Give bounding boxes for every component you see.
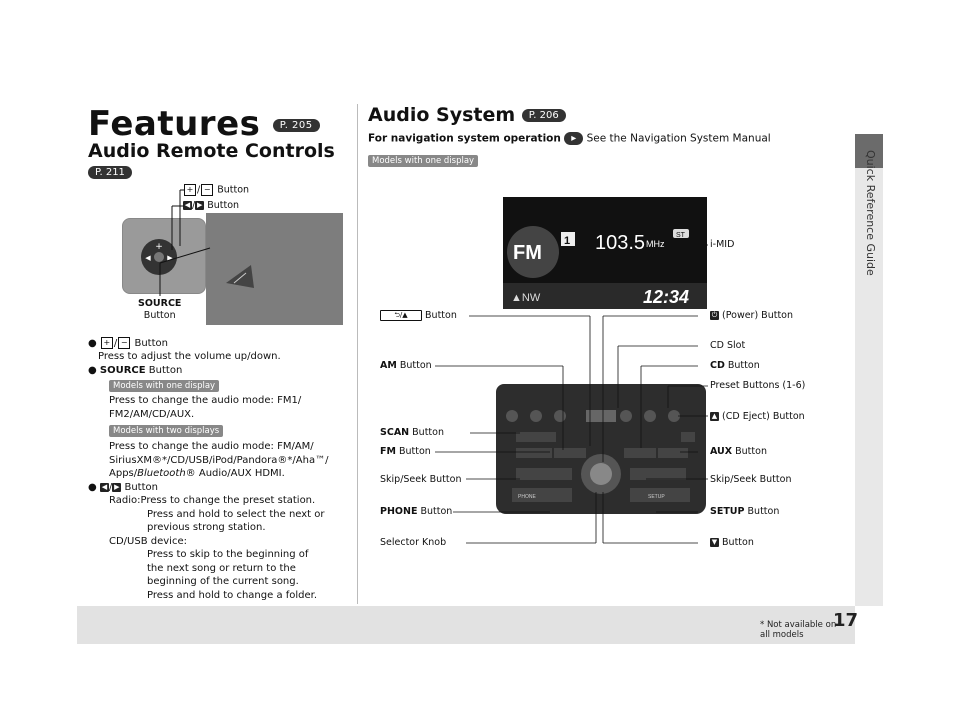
plus-icon: + — [184, 184, 196, 196]
footer-bar — [77, 606, 855, 644]
eject-icon: ▲ — [711, 412, 718, 420]
svg-text:ST: ST — [676, 232, 685, 239]
plus-icon: + — [101, 337, 113, 349]
column-divider — [357, 104, 358, 604]
source-desc-two-text: Press to change the audio mode: FM/AM/ SiriusXM®*/CD/USB/iPod/Pandora®*/Aha™/ Apps/Bluetooth® Audio/AUX HDMI. — [109, 441, 329, 479]
right-arrow-icon: ▶ — [197, 201, 203, 209]
label-skip-right: Skip/Seek Button — [710, 474, 792, 485]
label-scan: SCAN Button — [380, 427, 444, 438]
bullet-skip: ● ◀ / ▶ Button — [88, 482, 158, 493]
label-phone: PHONE Button — [380, 506, 453, 517]
label-preset: Preset Buttons (1-6) — [710, 380, 806, 391]
label-cd-slot: CD Slot — [710, 340, 746, 351]
nav-note: For navigation system operation ▸ See the Navigation System Manual — [368, 132, 771, 145]
badge-one-display-right: Models with one display — [368, 155, 478, 167]
badge-two-displays: Models with two displays — [109, 425, 223, 437]
label-imid: i-MID — [710, 239, 735, 250]
bullet-volume: ● + / − Button — [88, 338, 168, 349]
svg-text:◀: ◀ — [145, 254, 151, 262]
label-am: AM Button — [380, 360, 432, 371]
label-setup: SETUP Button — [710, 506, 780, 517]
label-fm: FM Button — [380, 446, 431, 457]
callout-skip: ◀ / ▶ Button — [184, 200, 240, 211]
label-knob: Selector Knob — [380, 537, 447, 548]
callout-volume: + / − Button — [183, 184, 249, 196]
svg-text:MHz: MHz — [646, 239, 665, 249]
label-aux: AUX Button — [710, 446, 767, 457]
svg-text:▶: ▶ — [167, 254, 173, 262]
badge-one-display: Models with one display — [109, 380, 219, 392]
page-ref-badge[interactable]: P. 205 — [273, 119, 320, 132]
svg-text:SETUP: SETUP — [648, 494, 665, 500]
bullet-source: ● SOURCE Button — [88, 365, 183, 376]
svg-text:1: 1 — [564, 235, 571, 247]
right-arrow-icon: ▶ — [114, 482, 120, 491]
left-arrow-icon: ◀ — [184, 201, 191, 209]
power-icon: ⏻ — [711, 311, 718, 319]
page-title: Features P. 205 — [88, 104, 320, 144]
label-skip-left: Skip/Seek Button — [380, 474, 462, 485]
side-tab-label: Quick Reference Guide — [864, 150, 877, 276]
label-eject: ▲ (CD Eject) Button — [711, 411, 805, 422]
label-down: ▼ Button — [711, 537, 754, 548]
label-cd: CD Button — [710, 360, 760, 371]
footnote: * Not available on all models — [760, 620, 837, 640]
callout-source: SOURCE Button — [138, 298, 182, 321]
audio-system-title: Audio System P. 206 — [368, 104, 566, 126]
back-icon: ⮌/▲ — [380, 310, 422, 321]
bullet-volume-desc: Press to adjust the volume up/down. — [98, 351, 281, 362]
section-title: Audio Remote Controls — [88, 140, 335, 162]
minus-icon: − — [118, 337, 130, 349]
svg-text:+: + — [155, 242, 163, 252]
nav-ref-icon[interactable]: ▸ — [564, 132, 583, 145]
label-power: ⏻ (Power) Button — [711, 310, 794, 321]
page-number: 17 — [833, 610, 859, 631]
skip-desc: Radio:Press to change the preset station. Press and hold to select the next or previous strong station. CD/USB device: Press to skip to the beginning of the next song or return to the beginning of the current song. Press and hold to change a folder. — [109, 495, 325, 601]
frequency-text: 103.5 — [595, 232, 646, 254]
source-desc-one-text: Press to change the audio mode: FM1/ FM2/AM/CD/AUX. — [109, 395, 302, 420]
band-text: FM — [513, 242, 542, 264]
minus-icon: − — [201, 184, 213, 196]
section-ref-badge[interactable]: P. 211 — [88, 166, 132, 179]
left-arrow-icon: ◀ — [101, 482, 108, 491]
svg-text:PHONE: PHONE — [518, 494, 536, 500]
down-arrow-icon: ▼ — [711, 538, 718, 546]
label-back: ⮌/▲ Button — [380, 310, 457, 321]
svg-text:12:34: 12:34 — [643, 287, 690, 307]
svg-text:▲NW: ▲NW — [511, 292, 541, 304]
steering-wheel-image — [206, 213, 343, 325]
audio-ref-badge[interactable]: P. 206 — [522, 109, 566, 122]
